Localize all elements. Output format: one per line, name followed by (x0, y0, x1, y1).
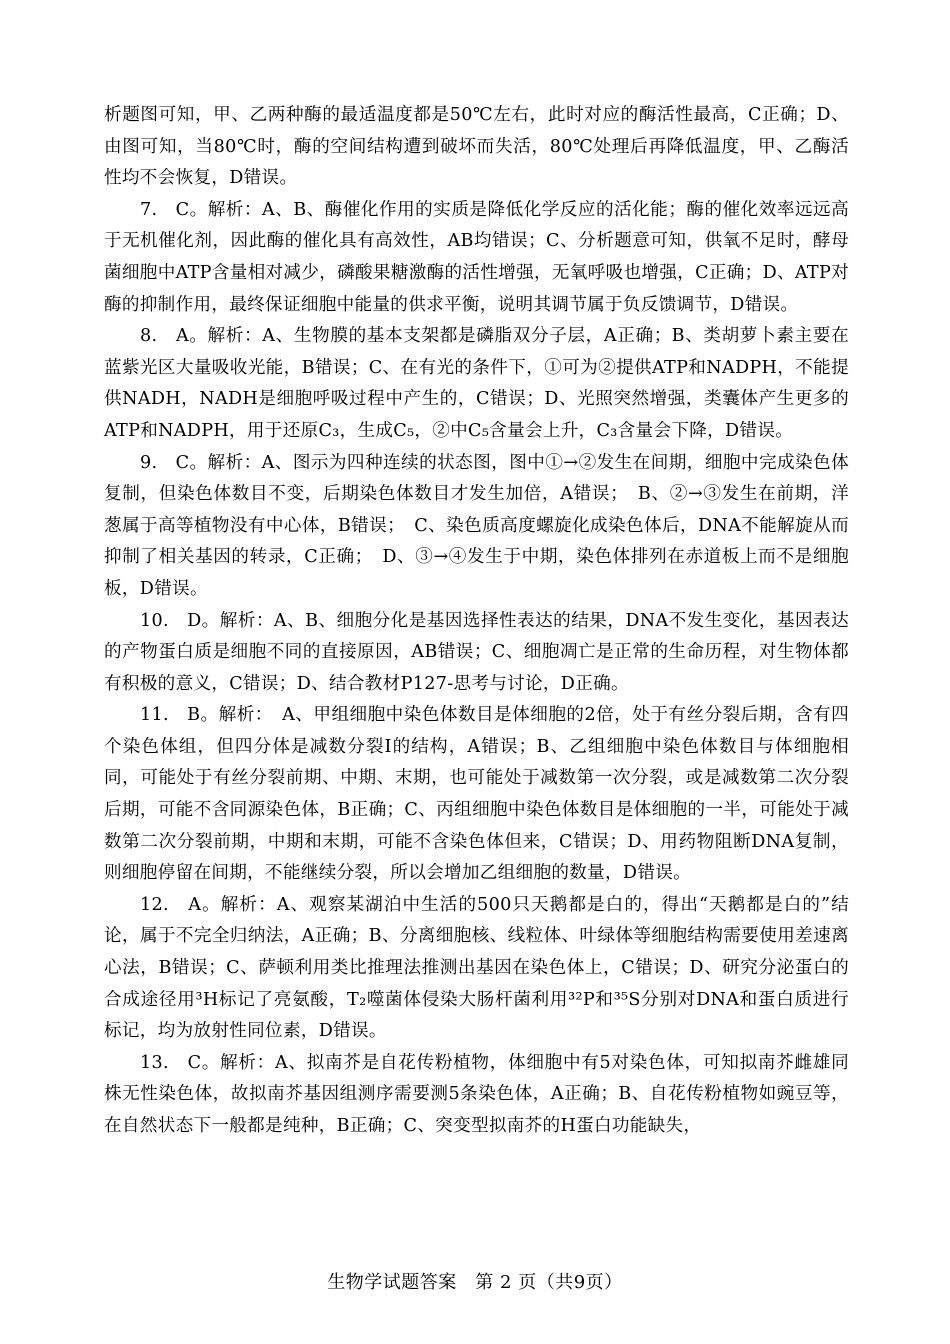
answer-11: 11. B。解析： A、甲组细胞中染色体数目是体细胞的2倍，处于有丝分裂后期，含有四个染色体组，但四分体是减数分裂Ⅰ的结构，A错误；B、乙组细胞中染色体数目与体细胞相同，可能处于有丝分裂前期、中期、末期，也可能处于减数第一次分裂，或是减数第二次分裂后期，可能不含同源染色体，B正确；C、丙组细胞中染色体数目是体细胞的一半，可能处于减数第二次分裂前期，中期和末期，可能不含染色体但来，C错误；D、用药物阻断DNA复制，则细胞停留在间期，不能继续分裂，所以会增加乙组细胞的数量，D错误。 (104, 705, 849, 884)
answer-6-continued: 析题图可知，甲、乙两种酶的最适温度都是50℃左右，此时对应的酶活性最高，C正确；D、由图可知，当80℃时，酶的空间结构遭到破坏而失活，80℃处理后再降低温度，甲、乙酶活性均不会恢复，D错误。 (104, 105, 849, 189)
answer-text-body (104, 100, 849, 1143)
page-footer: 生物学试题答案 第 2 页（共9页） (327, 1272, 623, 1293)
answer-9: 9. C。解析：A、图示为四种连续的状态图，图中①→②发生在间期，细胞中完成染色体复制，但染色体数目不变，后期染色体数目才发生加倍，A错误； B、②→③发生在前期，洋葱属于高等植物没有中心体，B错误； C、染色质高度螺旋化成染色体后，DNA不能解旋从而抑制了相关基因的转录，C正确； D、③→④发生于中期，染色体排列在赤道板上而不是细胞板，D错误。 (104, 452, 849, 599)
answer-7: 7. C。解析：A、B、酶催化作用的实质是降低化学反应的活化能；酶的催化效率远远高于无机催化剂，因此酶的催化具有高效性，AB均错误；C、分析题意可知，供氧不足时，酵母菌细胞中ATP含量相对减少，磷酸果糖激酶的活性增强，无氧呼吸也增强，C正确；D、ATP对酶的抑制作用，最终保证细胞中能量的供求平衡，说明其调节属于负反馈调节，D错误。 (104, 199, 849, 315)
answer-10: 10. D。解析：A、B、细胞分化是基因选择性表达的结果，DNA不发生变化，基因表达的产物蛋白质是细胞不同的直接原因，AB错误；C、细胞凋亡是正常的生命历程，对生物体都有积极的意义，C错误；D、结合教材P127-思考与讨论，D正确。 (104, 610, 849, 694)
answer-13: 13. C。解析：A、拟南芥是自花传粉植物，体细胞中有5对染色体，可知拟南芥雌雄同株无性染色体，故拟南芥基因组测序需要测5条染色体，A正确；B、自花传粉植物如豌豆等，在自然状态下一般都是纯种，B正确；C、突变型拟南芥的H蛋白功能缺失， (104, 1052, 849, 1136)
answer-12: 12. A。解析：A、观察某湖泊中生活的500只天鹅都是白的，得出“天鹅都是白的”结论，属于不完全归纳法，A正确；B、分离细胞核、线粒体、叶绿体等细胞结构需要使用差速离心法，B错误；C、萨顿利用类比推理法推测出基因在染色体上，C错误；D、研究分泌蛋白的合成途径用³H标记了亮氨酸，T₂噬菌体侵染大肠杆菌利用³²P和³⁵S分别对DNA和蛋白质进行标记，均为放射性同位素，D错误。 (104, 894, 849, 1042)
answer-8: 8. A。解析：A、生物膜的基本支架都是磷脂双分子层，A正确；B、类胡萝卜素主要在蓝紫光区大量吸收光能，B错误；C、在有光的条件下，①可为②提供ATP和NADPH，不能提供NADH，NADH是细胞呼吸过程中产生的，C错误；D、光照突然增强，类囊体产生更多的ATP和NADPH，用于还原C₃，生成C₅，②中C₅含量会上升，C₃含量会下降，D错误。 (104, 326, 849, 441)
